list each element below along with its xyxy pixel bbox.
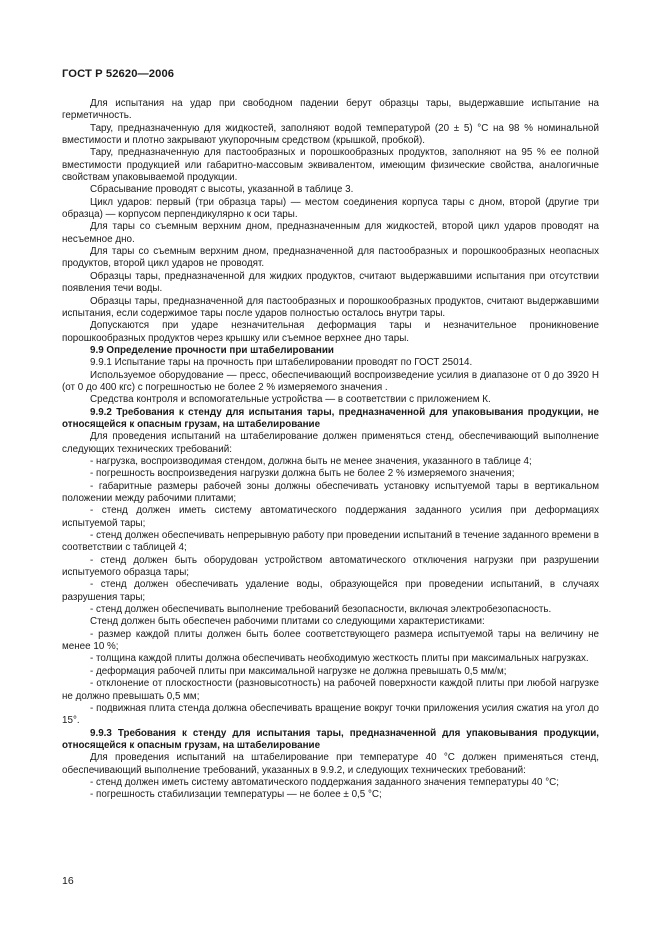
paragraph: Образцы тары, предназначенной для жидких продуктов, считают выдержавшими испытания при отсутствии появления течи воды. <box>62 270 599 295</box>
list-item: - стенд должен обеспечивать выполнение требований безопасности, включая электробезопасность. <box>90 604 552 616</box>
paragraph: Средства контроля и вспомогательные устройства — в соответствии с приложением К. <box>90 394 491 406</box>
document-body <box>62 98 599 802</box>
list-item: - деформация рабочей плиты при максимальной нагрузке не должна превышать 0,5 мм/м; <box>90 665 507 677</box>
paragraph: Стенд должен быть обеспечен рабочими плитами со следующими характеристиками: <box>90 616 485 628</box>
paragraph: 9.9.1 Испытание тары на прочность при штабелировании проводят по ГОСТ 25014. <box>90 357 473 369</box>
list-item: - толщина каждой плиты должна обеспечивать необходимую жесткость плиты при максимальных нагрузках. <box>90 653 589 665</box>
list-item: - стенд должен обеспечивать удаление воды, образующейся при проведении испытаний, в случаях разрушения тары; <box>62 579 599 603</box>
list-item: - стенд должен обеспечивать непрерывную работу при проведении испытаний в течение заданного времени в соответствии с таблицей 4; <box>62 530 599 554</box>
list-item: - размер каждой плиты должен быть более соответствующего размера испытуемой тары на величину не менее 10 %; <box>62 628 599 653</box>
paragraph: Сбрасывание проводят с высоты, указанной в таблице 3. <box>90 184 354 196</box>
list-item: - стенд должен иметь систему автоматического поддержания заданного значения температуры 40 °С; <box>90 776 560 788</box>
paragraph: Для испытания на удар при свободном падении берут образцы тары, выдержавшие испытание на герметичность. <box>62 98 599 122</box>
paragraph: Для тары со съемным верхним дном, предназначенным для жидкостей, второй цикл ударов проводят на несъемное дно. <box>62 221 599 245</box>
document-header: ГОСТ Р 52620—2006 <box>62 68 175 80</box>
list-item: - погрешность воспроизведения нагрузки должна быть не более 2 % измеряемого значения; <box>90 468 515 480</box>
paragraph: Тару, предназначенную для жидкостей, заполняют водой температурой (20 ± 5) °С на 98 % номинальной вместимости и плотно закрывают укупорочным средством (крышкой, пробкой). <box>62 122 599 147</box>
section-heading-9-9: 9.9 Определение прочности при штабелировании <box>90 344 334 356</box>
paragraph: Используемое оборудование — пресс, обеспечивающий воспроизведение усилия в диапазоне от 0 до 3920 Н (от 0 до 400 кгс) с погрешностью не более 2 % измеряемого значения . <box>62 369 599 393</box>
list-item: - стенд должен быть оборудован устройством автоматического отключения нагрузки при разрушении испытуемого образца тары; <box>62 554 599 579</box>
list-item: - стенд должен иметь систему автоматического поддержания заданного усилия при деформациях испытуемой тары; <box>62 505 599 529</box>
paragraph: Цикл ударов: первый (три образца тары) — местом соединения корпуса тары с дном, второй (другие три образца) — корпусом перпендикулярно к оси тары. <box>62 196 599 221</box>
paragraph: Для проведения испытаний на штабелирование должен применяться стенд, обеспечивающий выполнение следующих технических требований: <box>62 431 599 455</box>
page-number: 16 <box>62 875 74 887</box>
paragraph: Допускаются при ударе незначительная деформация тары и незначительное проникновение порошкообразных продуктов через крышку или съемное верхнее дно тары. <box>62 320 599 344</box>
list-item: - отклонение от плоскостности (разновысотность) на рабочей поверхности каждой плиты при любой нагрузке не должно превышать 0,5 мм; <box>62 678 599 702</box>
section-heading-9-9-2: 9.9.2 Требования к стенду для испытания тары, предназначенной для упаковывания продукции, не относящейся к опасным грузам, на штабелирование <box>62 406 599 430</box>
paragraph: Для тары со съемным верхним дном, предназначенной для пастообразных и порошкообразных неопасных продуктов, второй цикл ударов не проводят. <box>62 246 599 270</box>
section-heading-9-9-3: 9.9.3 Требования к стенду для испытания тары, предназначенной для упаковывания продукции, относящейся к опасным грузам, на штабелирование <box>62 727 599 751</box>
paragraph: Тару, предназначенную для пастообразных и порошкообразных продуктов, заполняют на 95 % ее полной вместимости продукцией или габаритно-массовым эквивалентом, имеющим физические свойства, аналогичные свойствам упаковываемой продукции. <box>62 147 599 184</box>
list-item: - подвижная плита стенда должна обеспечивать вращение вокруг точки приложения усилия сжатия на угол до 15°. <box>62 702 599 727</box>
list-item: - габаритные размеры рабочей зоны должны обеспечивать установку испытуемой тары в вертикальном положении между рабочими плитами; <box>62 480 599 504</box>
paragraph: Образцы тары, предназначенной для пастообразных и порошкообразных продуктов, считают выдержавшими испытания, если содержимое тары после ударов полностью осталось внутри тары. <box>62 295 599 319</box>
list-item: - погрешность стабилизации температуры — не более ± 0,5 °С; <box>90 789 382 801</box>
paragraph: Для проведения испытаний на штабелирование при температуре 40 °С должен применяться стенд, обеспечивающий выполнение требований, указанных в 9.9.2, и следующих технических требований: <box>62 752 599 776</box>
list-item: - нагрузка, воспроизводимая стендом, должна быть не менее значения, указанного в таблице 4; <box>90 455 532 467</box>
